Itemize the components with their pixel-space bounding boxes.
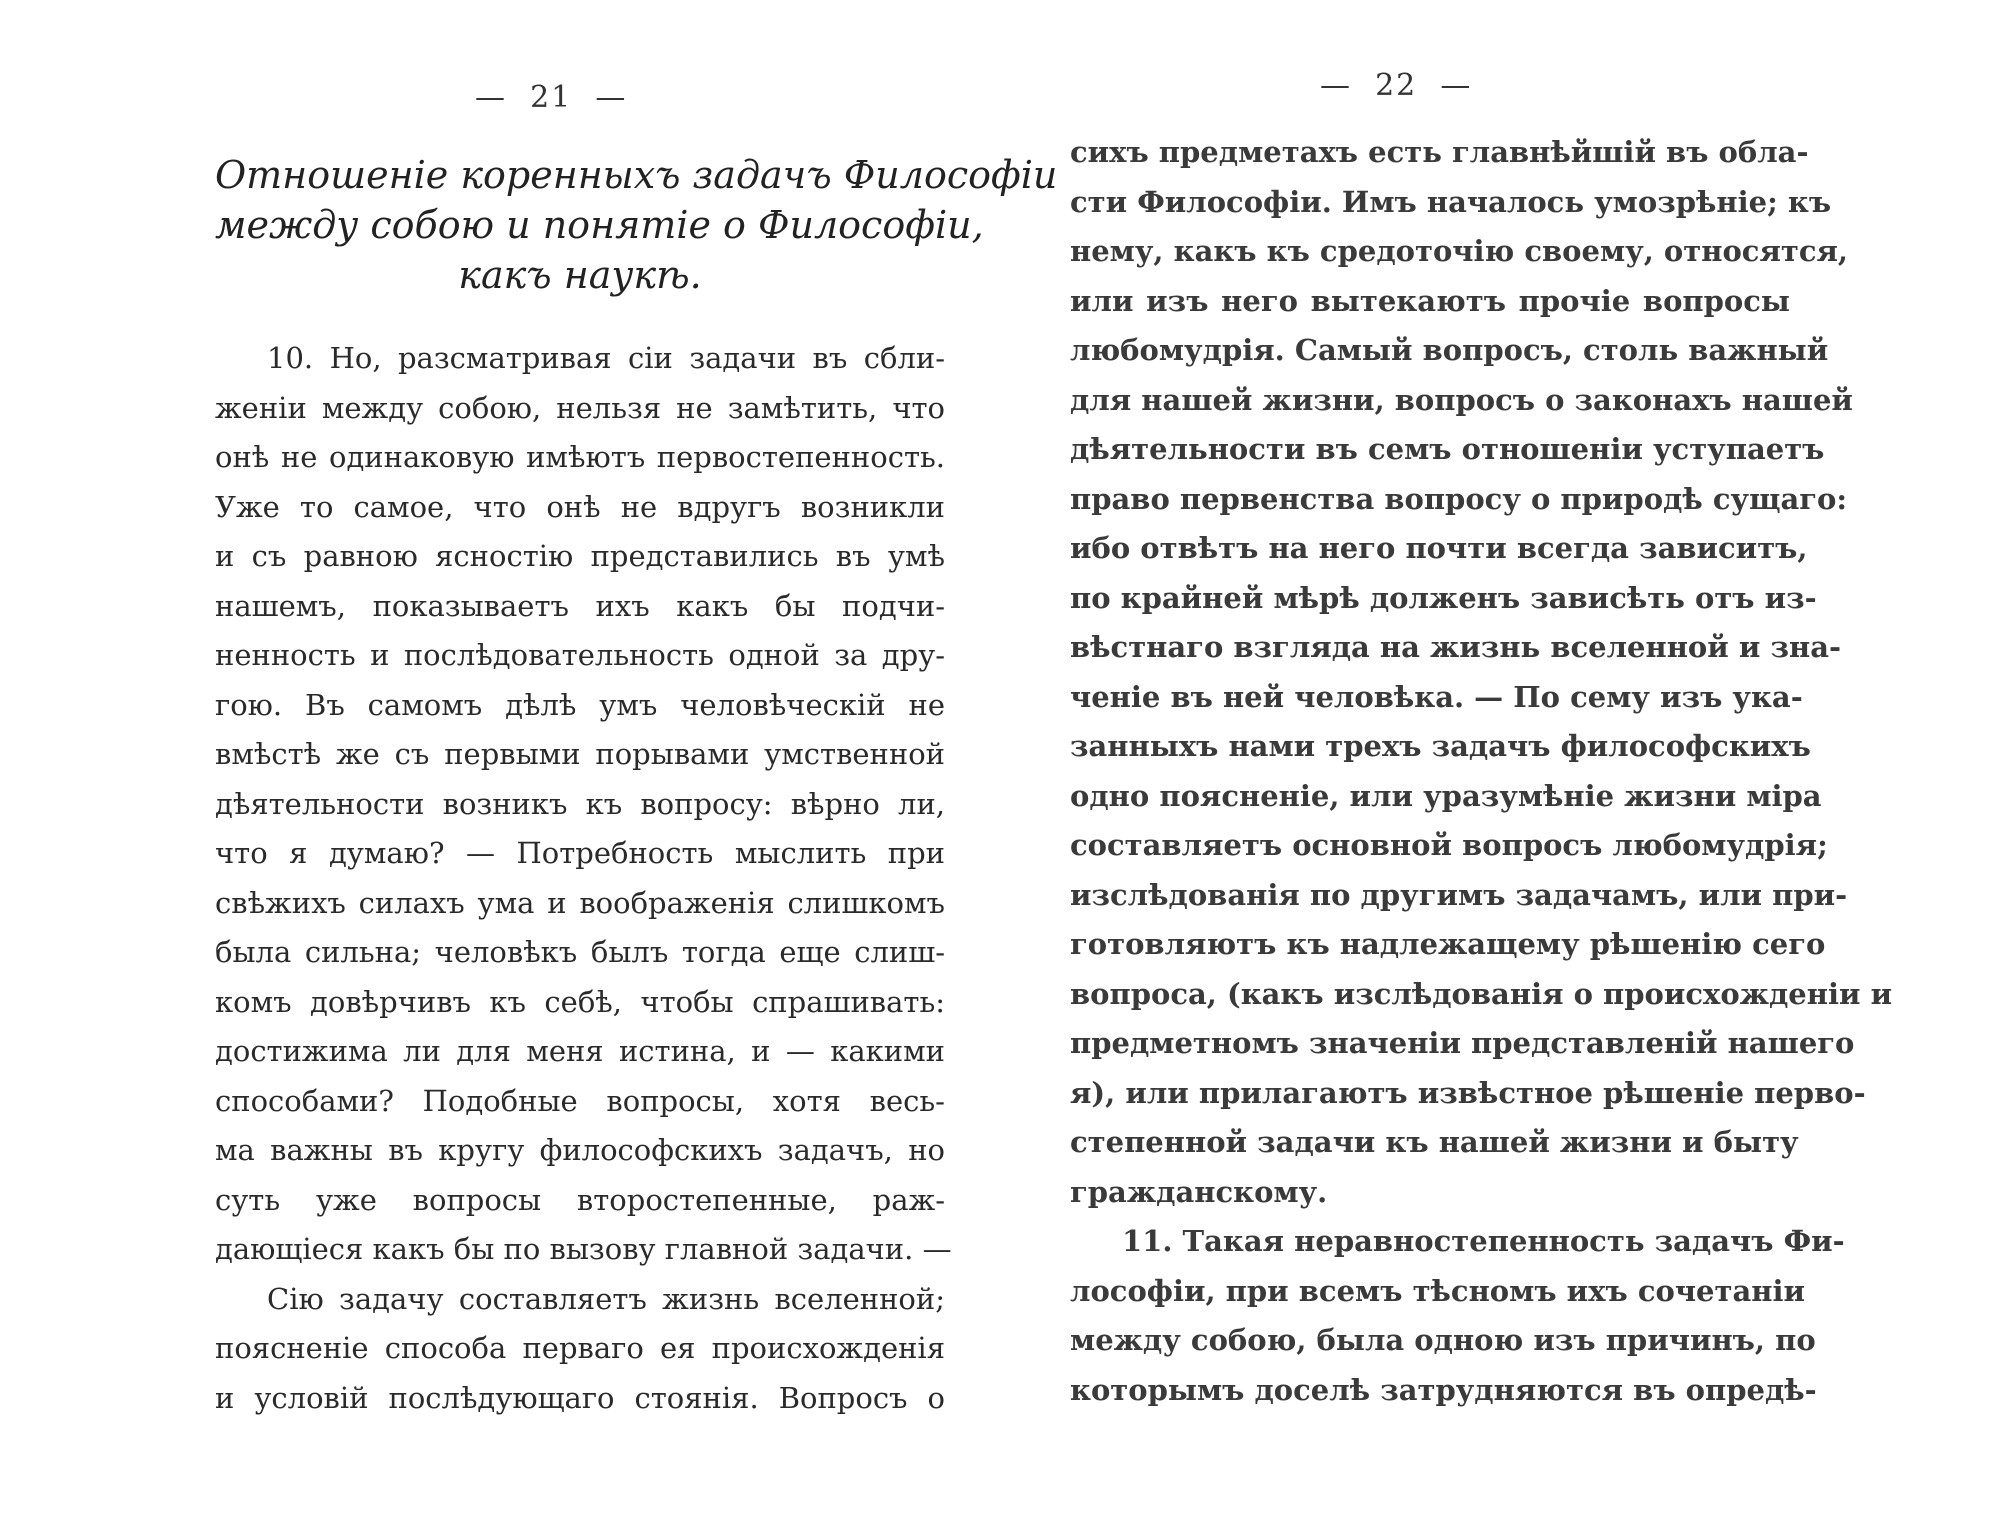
text-line: 11. Такая неравностепенность задачъ Фи- — [1122, 1224, 1845, 1258]
text-line: онѣ не одинаковую имѣютъ первостепенность. — [215, 440, 945, 474]
text-line: поясненіе способа перваго ея происхожденія — [215, 1331, 945, 1365]
text-line: одно поясненіе, или уразумѣніе жизни міра — [1070, 778, 1822, 813]
text-line: любомудрія. Самый вопросъ, столь важный — [1070, 333, 1829, 367]
text-line: ибо отвѣтъ на него почти всегда зависитъ, — [1070, 531, 1808, 565]
text-line: ма важны въ кругу философскихъ задачъ, но — [215, 1133, 945, 1167]
text-line: и съ равною ясностію представились въ умѣ — [215, 539, 945, 573]
text-line: составляетъ основной вопросъ любомудрія; — [1070, 828, 1828, 862]
text-line: дѣятельности въ семъ отношеніи уступаетъ — [1070, 432, 1825, 466]
text-line: гражданскому. — [1070, 1174, 1328, 1209]
text-line: способами? Подобные вопросы, хотя весь- — [215, 1083, 945, 1118]
text-line: Сію задачу составляетъ жизнь вселенной; — [267, 1281, 945, 1316]
text-line: суть уже вопросы второстепенные, раж- — [215, 1182, 945, 1217]
heading-line: какъ наукѣ. — [458, 253, 702, 297]
page-number: — 21 — — [475, 80, 628, 115]
text-line: изслѣдованія по другимъ задачамъ, или при- — [1070, 877, 1848, 912]
section-heading — [215, 150, 1058, 300]
heading-line: Отношеніе коренныхъ задачъ Философіи — [215, 153, 1058, 197]
text-line: сихъ предметахъ есть главнѣйшій въ обла- — [1070, 135, 1809, 169]
text-line: вмѣстѣ же съ первыми порывами умственной — [215, 737, 945, 771]
text-line: 10. Но, разсматривая сіи задачи въ сбли- — [267, 341, 945, 375]
text-line: свѣжихъ силахъ ума и воображенія слишкомъ — [215, 885, 945, 920]
text-line: сти Философіи. Имъ началось умозрѣніе; къ — [1070, 184, 1832, 219]
text-line: дающіеся какъ бы по вызову главной задачи. — — [215, 1232, 952, 1266]
text-line: дѣятельности возникъ къ вопросу: вѣрно ли, — [215, 786, 945, 821]
text-line: которымъ доселѣ затрудняются въ опредѣ- — [1070, 1372, 1817, 1407]
text-line: готовляютъ къ надлежащему рѣшенію сего — [1070, 927, 1826, 961]
text-line: вѣстнаго взгляда на жизнь вселенной и зна- — [1070, 630, 1842, 664]
text-line: между собою, была одною изъ причинъ, по — [1070, 1323, 1816, 1357]
text-line: женіи между собою, нельзя не замѣтить, что — [215, 390, 945, 425]
text-line: нему, какъ къ средоточію своему, относятся, — [1070, 234, 1849, 268]
text-line: предметномъ значеніи представленій нашего — [1070, 1026, 1855, 1060]
text-line: достижима ли для меня истина, и — какими — [215, 1034, 945, 1068]
text-line: занныхъ нами трехъ задачъ философскихъ — [1070, 729, 1811, 763]
text-line: ненность и послѣдовательность одной за дру- — [215, 638, 945, 672]
text-line: лософіи, при всемъ тѣсномъ ихъ сочетаніи — [1070, 1273, 1806, 1308]
page-number: — 22 — — [1320, 68, 1473, 103]
text-line: степенной задачи къ нашей жизни и быту — [1070, 1125, 1799, 1159]
text-line: право первенства вопросу о природѣ сущаго: — [1070, 481, 1848, 516]
text-line: комъ довѣрчивъ къ себѣ, чтобы спрашивать: — [215, 984, 945, 1019]
text-line: гою. Въ самомъ дѣлѣ умъ человѣческій не — [215, 687, 945, 722]
text-line: что я думаю? — Потребность мыслить при — [215, 836, 945, 870]
text-line: Уже то самое, что онѣ не вдругъ возникли — [215, 489, 945, 524]
heading-line: между собою и понятіе о Философіи, — [215, 203, 984, 247]
body-text — [1070, 128, 1893, 1415]
text-line: или изъ него вытекаютъ прочіе вопросы — [1070, 283, 1790, 318]
text-line: я), или прилагаютъ извѣстное рѣшеніе перво- — [1070, 1075, 1866, 1110]
text-line: нашемъ, показываетъ ихъ какъ бы подчи- — [215, 588, 945, 623]
text-line: была сильна; человѣкъ былъ тогда еще слиш- — [215, 935, 945, 969]
body-text — [215, 334, 952, 1423]
text-line: по крайней мѣрѣ долженъ зависѣть отъ из- — [1070, 580, 1817, 615]
text-line: для нашей жизни, вопросъ о законахъ нашей — [1070, 382, 1853, 417]
text-line: и условій послѣдующаго стоянія. Вопросъ о — [215, 1380, 945, 1415]
text-line: вопроса, (какъ изслѣдованія о происхожденіи и — [1070, 976, 1893, 1011]
text-line: ченіе въ ней человѣка. — По сему изъ ука- — [1070, 679, 1803, 714]
